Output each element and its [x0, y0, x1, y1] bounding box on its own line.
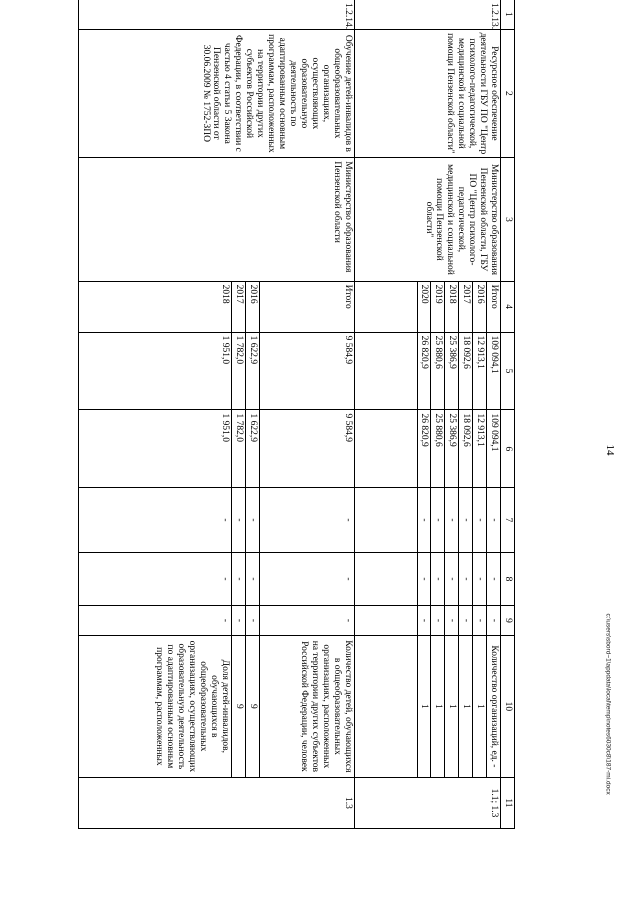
footer-file-path [598, 613, 618, 890]
year-cell: 2018 [445, 281, 459, 332]
footer-file-path-text: c:\users\sbord~1\appdata\local\temp\notes6030c8\187-mi.docx [604, 613, 612, 795]
header-cell: 10 [501, 635, 515, 777]
col9-cell: - [459, 606, 473, 636]
col8-cell: - [487, 552, 501, 606]
col8-cell: - [459, 552, 473, 606]
indicator-value: 1 [445, 635, 459, 777]
col8-cell: - [78, 552, 231, 606]
total-cell: 25 880,6 [431, 332, 445, 410]
total-cell: 1 622,9 [245, 332, 259, 410]
indicator-value: - [489, 764, 500, 768]
year-cell: 2018 [78, 281, 231, 332]
regional-cell: 109 094,1 [487, 410, 501, 488]
year-cell: 2016 [473, 281, 487, 332]
year-cell: 2019 [431, 281, 445, 332]
col9-cell: - [473, 606, 487, 636]
target-link: 1.3 [78, 777, 354, 828]
header-cell: 9 [501, 606, 515, 636]
col9-cell: - [78, 606, 231, 636]
total-cell: 12 913,1 [473, 332, 487, 410]
table-row [259, 0, 354, 829]
col7-cell: - [459, 488, 473, 552]
col9-cell: - [445, 606, 459, 636]
year-cell [354, 281, 417, 332]
header-cell: 3 [501, 158, 515, 281]
col7-cell: - [245, 488, 259, 552]
regional-cell: 1 622,9 [245, 410, 259, 488]
measure-name: Ресурсное обеспечение деятельности ГБУ ПО "Центр психолого-педагогической, медицинской и социальной помощи Пензенской области" [354, 29, 501, 158]
measure-number: 1.2.14. [78, 0, 354, 29]
indicator-label: Количество детей, обучающихся в общеобразовательных организациях, расположенных на территории других субъектов Российской Федерации, человек [259, 635, 354, 777]
col8-cell: - [245, 552, 259, 606]
col7-cell: - [231, 488, 245, 552]
indicator-label [487, 635, 501, 777]
col7-cell: - [417, 488, 431, 552]
col9-cell: - [417, 606, 431, 636]
header-row [501, 0, 515, 829]
col8-cell: - [259, 552, 354, 606]
total-cell: 1 951,0 [78, 332, 231, 410]
year-cell: Итого [259, 281, 354, 332]
indicator-value [354, 635, 417, 777]
regional-cell: 9 584,9 [259, 410, 354, 488]
program-measures-table [78, 0, 515, 829]
col9-cell: - [231, 606, 245, 636]
total-cell: 1 782,0 [231, 332, 245, 410]
regional-cell: 25 386,9 [445, 410, 459, 488]
total-cell [354, 332, 417, 410]
measure-executor: Министерство образования Пензенской области [78, 158, 354, 281]
regional-cell: 1 782,0 [231, 410, 245, 488]
header-cell: 2 [501, 29, 515, 158]
col8-cell [354, 552, 417, 606]
col9-cell: - [259, 606, 354, 636]
total-cell: 26 820,9 [417, 332, 431, 410]
col7-cell: - [445, 488, 459, 552]
indicator-value: 9 [231, 635, 245, 777]
col7-cell: - [259, 488, 354, 552]
col7-cell [354, 488, 417, 552]
table-row [487, 0, 501, 829]
header-cell: 1 [501, 0, 515, 29]
total-cell: 25 386,9 [445, 332, 459, 410]
indicator-label: Доля детей-инвалидов, обучающихся в общеобразовательных организациях, осуществляющих образовательную деятельность по адаптированным основным программам, расположенных [78, 635, 231, 777]
header-cell: 11 [501, 777, 515, 828]
regional-cell: 25 880,6 [431, 410, 445, 488]
total-cell: 18 092,6 [459, 332, 473, 410]
col7-cell: - [78, 488, 231, 552]
col8-cell: - [231, 552, 245, 606]
col8-cell: - [473, 552, 487, 606]
col7-cell: - [487, 488, 501, 552]
header-cell: 4 [501, 281, 515, 332]
header-cell: 7 [501, 488, 515, 552]
measure-name: Обучение детей-инвалидов в общеобразовательных организациях, осуществляющих образовательную деятельность по адаптированным основным программам, расположенных на территории других субъектов Российской Федерации, в соответствии с частью 4 статьи 5 Закона Пензенской области от 30.06.2009 № 1752-ЗПО [78, 29, 354, 158]
col8-cell: - [431, 552, 445, 606]
col7-cell: - [473, 488, 487, 552]
header-cell: 8 [501, 552, 515, 606]
year-cell: 2017 [459, 281, 473, 332]
indicator-value: 1 [459, 635, 473, 777]
regional-cell: 12 913,1 [473, 410, 487, 488]
col8-cell: - [417, 552, 431, 606]
target-link: 1.1; 1.3 [354, 777, 501, 828]
regional-cell [354, 410, 417, 488]
indicator-value: 9 [245, 635, 259, 777]
col7-cell: - [431, 488, 445, 552]
year-cell: 2016 [245, 281, 259, 332]
indicator-value: 1 [431, 635, 445, 777]
col9-cell: - [431, 606, 445, 636]
col8-cell: - [445, 552, 459, 606]
indicator-value: 1 [473, 635, 487, 777]
col9-cell: - [245, 606, 259, 636]
header-cell: 5 [501, 332, 515, 410]
indicator-value: 1 [417, 635, 431, 777]
measure-number: 1.2.13. [354, 0, 501, 29]
total-cell: 9 584,9 [259, 332, 354, 410]
year-cell: 2017 [231, 281, 245, 332]
year-cell: Итого [487, 281, 501, 332]
page-number: 14 [604, 444, 616, 456]
year-cell: 2020 [417, 281, 431, 332]
col9-cell [354, 606, 417, 636]
regional-cell: 18 092,6 [459, 410, 473, 488]
indicator-name: Количество организаций, ед. [489, 645, 500, 762]
header-cell: 6 [501, 410, 515, 488]
total-cell: 109 094,1 [487, 332, 501, 410]
col9-cell: - [487, 606, 501, 636]
measure-executor: Министерство образования Пензенской области, ГБУ ПО "Центр психолого-педагогической, медицинской и социальной помощи Пензенской области" [354, 158, 501, 281]
regional-cell: 26 820,9 [417, 410, 431, 488]
regional-cell: 1 951,0 [78, 410, 231, 488]
